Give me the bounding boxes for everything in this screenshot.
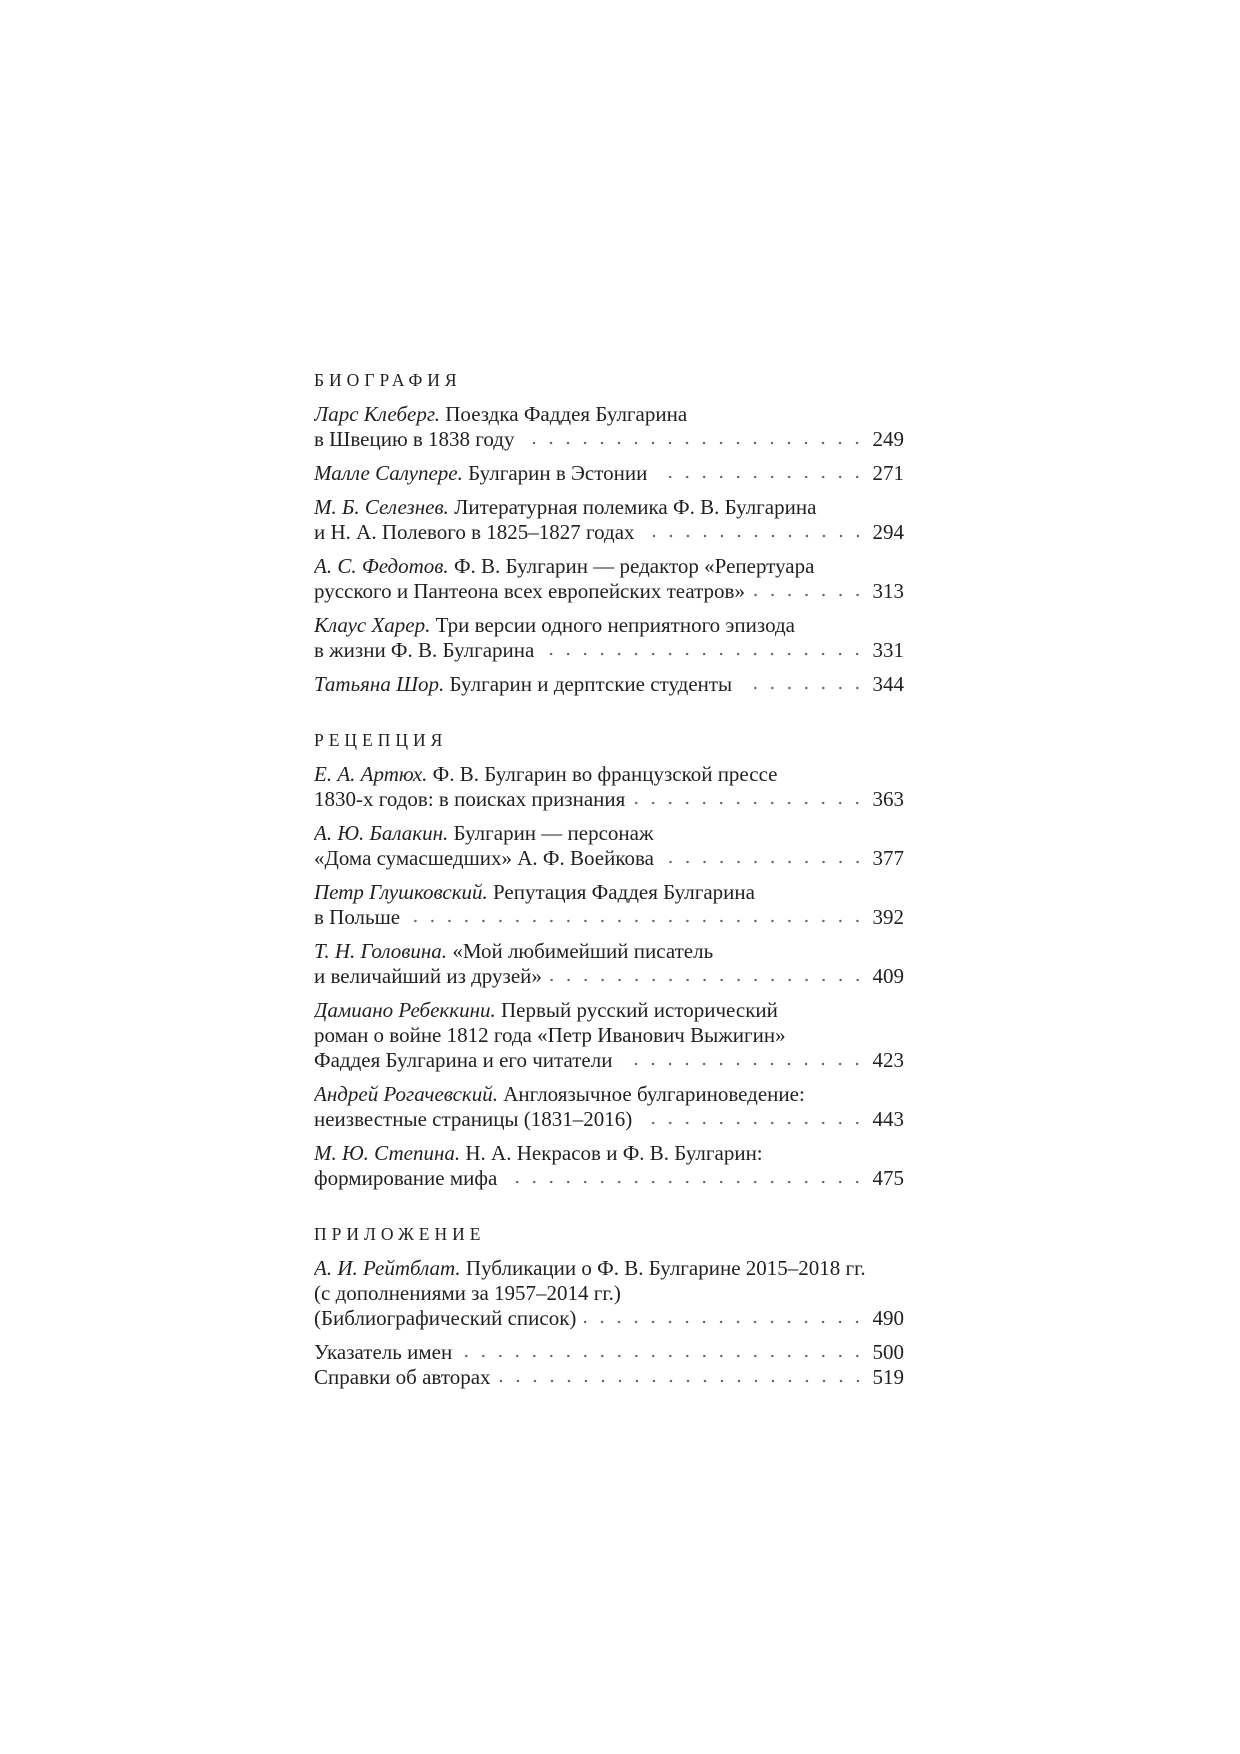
table-of-contents xyxy=(314,369,904,1390)
entry-text xyxy=(314,427,514,452)
entry-text xyxy=(314,579,745,604)
toc-entry xyxy=(314,1256,904,1331)
dot-leader xyxy=(460,1353,866,1359)
dot-leader xyxy=(499,1378,866,1384)
dot-leader xyxy=(550,977,866,983)
toc-entry xyxy=(314,1365,904,1390)
entry-text xyxy=(314,672,732,697)
entry-line xyxy=(314,964,904,989)
entry-author: А. Ю. Балакин. xyxy=(314,821,449,845)
entry-line xyxy=(314,1281,904,1306)
entry-line xyxy=(314,1141,904,1166)
toc-entry xyxy=(314,402,904,452)
entry-author: Малле Салупере. xyxy=(314,461,463,485)
entry-line xyxy=(314,461,904,486)
entry-text xyxy=(314,1166,497,1191)
entry-line xyxy=(314,880,904,905)
entry-title-line: и Н. А. Полевого в 1825–1827 годах xyxy=(314,520,635,544)
dot-leader xyxy=(408,918,866,924)
dot-leader xyxy=(584,1319,866,1325)
page-number: 344 xyxy=(872,672,904,696)
toc-entry xyxy=(314,1340,904,1365)
entry-text xyxy=(314,1306,576,1331)
entry-line xyxy=(314,821,904,846)
entry-line xyxy=(314,939,904,964)
entry-author: Т. Н. Головина. xyxy=(314,939,448,963)
entry-author: А. И. Рейтблат. xyxy=(314,1256,461,1280)
entry-line xyxy=(314,1023,904,1048)
dot-leader xyxy=(542,651,866,657)
entry-title-line: роман о войне 1812 года «Петр Иванович Выжигин» xyxy=(314,1023,786,1047)
page-number: 409 xyxy=(872,964,904,988)
toc-entry xyxy=(314,461,904,486)
entry-author: М. Б. Селезнев. xyxy=(314,495,449,519)
page-number: 392 xyxy=(872,905,904,929)
dot-leader xyxy=(633,800,866,806)
entry-line xyxy=(314,1340,904,1365)
entry-title-line: и величайший из друзей» xyxy=(314,964,542,988)
entry-line xyxy=(314,787,904,812)
entry-text xyxy=(314,520,635,545)
entry-line xyxy=(314,1306,904,1331)
toc-section xyxy=(314,369,904,697)
entry-title-line: Поездка Фаддея Булгарина xyxy=(445,402,688,426)
page-number: 331 xyxy=(872,638,904,662)
dot-leader xyxy=(505,1179,866,1185)
dot-leader xyxy=(620,1061,866,1067)
entry-line xyxy=(314,846,904,871)
page-number: 313 xyxy=(872,579,904,603)
page-number: 363 xyxy=(872,787,904,811)
entry-title-line: Три версии одного неприятного эпизода xyxy=(435,613,795,637)
entry-line xyxy=(314,905,904,930)
page-number: 443 xyxy=(872,1107,904,1131)
dot-leader xyxy=(662,859,866,865)
entry-author: Ларс Клеберг. xyxy=(314,402,441,426)
entry-line xyxy=(314,672,904,697)
entry-title-line: Англоязычное булгариноведение: xyxy=(503,1082,805,1106)
toc-section xyxy=(314,1223,904,1390)
entry-title-line: Репутация Фаддея Булгарина xyxy=(493,880,755,904)
entry-title-line: русского и Пантеона всех европейских театров» xyxy=(314,579,745,603)
section-title: РЕЦЕПЦИЯ xyxy=(314,730,448,750)
page-number: 271 xyxy=(872,461,904,485)
dot-leader xyxy=(655,474,866,480)
entry-title-line: Булгарин в Эстонии xyxy=(468,461,648,485)
entry-line xyxy=(314,495,904,520)
entry-title-line: Первый русский исторический xyxy=(501,998,778,1022)
entry-title-line: формирование мифа xyxy=(314,1166,498,1190)
page-number: 490 xyxy=(872,1306,904,1330)
entry-text xyxy=(314,964,542,989)
entry-line xyxy=(314,402,904,427)
page-number: 377 xyxy=(872,846,904,870)
entry-title-line: Булгарин — персонаж xyxy=(453,821,654,845)
dot-leader xyxy=(740,685,866,691)
entry-author: Клаус Харер. xyxy=(314,613,431,637)
entry-title-line: Ф. В. Булгарин во французской прессе xyxy=(432,762,778,786)
entry-line xyxy=(314,554,904,579)
page-number: 475 xyxy=(872,1166,904,1190)
page-number: 500 xyxy=(872,1340,904,1364)
entry-author: Дамиано Ребеккини. xyxy=(314,998,496,1022)
entry-title-line: неизвестные страницы (1831–2016) xyxy=(314,1107,633,1131)
entry-line xyxy=(314,613,904,638)
toc-entry xyxy=(314,880,904,930)
toc-entry xyxy=(314,821,904,871)
toc-entry xyxy=(314,762,904,812)
entry-author: А. С. Федотов. xyxy=(314,554,449,578)
entry-title-line: в Швецию в 1838 году xyxy=(314,427,515,451)
entry-line xyxy=(314,1048,904,1073)
toc-entry xyxy=(314,998,904,1073)
entry-title-line: в Польше xyxy=(314,905,401,929)
entry-text xyxy=(314,1340,452,1365)
toc-entry xyxy=(314,613,904,663)
entry-author: Татьяна Шор. xyxy=(314,672,445,696)
dot-leader xyxy=(753,592,866,598)
entry-title-line: Булгарин и дерптские студенты xyxy=(449,672,733,696)
entry-title-line: Ф. В. Булгарин — редактор «Репертуара xyxy=(453,554,815,578)
entry-text xyxy=(314,638,534,663)
entry-title-line: (Библиографический список) xyxy=(314,1306,577,1330)
page-number: 249 xyxy=(872,427,904,451)
entry-line xyxy=(314,1082,904,1107)
entry-title-line: Указатель имен xyxy=(314,1340,453,1364)
toc-entry xyxy=(314,672,904,697)
entry-title-line: Литературная полемика Ф. В. Булгарина xyxy=(454,495,817,519)
entry-text xyxy=(314,787,625,812)
entry-text xyxy=(314,461,647,486)
entry-line xyxy=(314,1365,904,1390)
entry-text xyxy=(314,1048,612,1073)
toc-entry xyxy=(314,495,904,545)
dot-leader xyxy=(640,1120,866,1126)
entry-author: М. Ю. Степина. xyxy=(314,1141,461,1165)
entry-line xyxy=(314,1256,904,1281)
toc-entry xyxy=(314,1082,904,1132)
entry-line xyxy=(314,1107,904,1132)
entry-title-line: Фаддея Булгарина и его читатели xyxy=(314,1048,613,1072)
section-title: ПРИЛОЖЕНИЕ xyxy=(314,1224,486,1244)
entry-text xyxy=(314,905,400,930)
entry-author: Е. А. Артюх. xyxy=(314,762,428,786)
entry-text xyxy=(314,846,654,871)
entry-author: Андрей Рогачевский. xyxy=(314,1082,498,1106)
toc-entry xyxy=(314,939,904,989)
entry-line xyxy=(314,998,904,1023)
entry-title-line: Публикации о Ф. В. Булгарине 2015–2018 гг. xyxy=(465,1256,866,1280)
entry-line xyxy=(314,520,904,545)
entry-title-line: «Мой любимейший писатель xyxy=(452,939,714,963)
page-number: 423 xyxy=(872,1048,904,1072)
toc-section xyxy=(314,729,904,1191)
entry-title-line: 1830-х годов: в поисках признания xyxy=(314,787,626,811)
toc-entry xyxy=(314,554,904,604)
entry-line xyxy=(314,638,904,663)
entry-title-line: «Дома сумасшедших» А. Ф. Воейкова xyxy=(314,846,654,870)
toc-entry xyxy=(314,1141,904,1191)
entry-title-line: в жизни Ф. В. Булгарина xyxy=(314,638,535,662)
section-title: БИОГРАФИЯ xyxy=(314,370,462,390)
entry-line xyxy=(314,427,904,452)
dot-leader xyxy=(522,440,866,446)
entry-line xyxy=(314,579,904,604)
entry-line xyxy=(314,1166,904,1191)
page-number: 294 xyxy=(872,520,904,544)
entry-title-line: (с дополнениями за 1957–2014 гг.) xyxy=(314,1281,621,1305)
entry-title-line: Справки об авторах xyxy=(314,1365,491,1389)
entry-text xyxy=(314,1365,491,1390)
entry-author: Петр Глушковский. xyxy=(314,880,488,904)
page-number: 519 xyxy=(872,1365,904,1389)
dot-leader xyxy=(643,533,866,539)
entry-line xyxy=(314,762,904,787)
entry-title-line: Н. А. Некрасов и Ф. В. Булгарин: xyxy=(465,1141,763,1165)
entry-text xyxy=(314,1107,632,1132)
